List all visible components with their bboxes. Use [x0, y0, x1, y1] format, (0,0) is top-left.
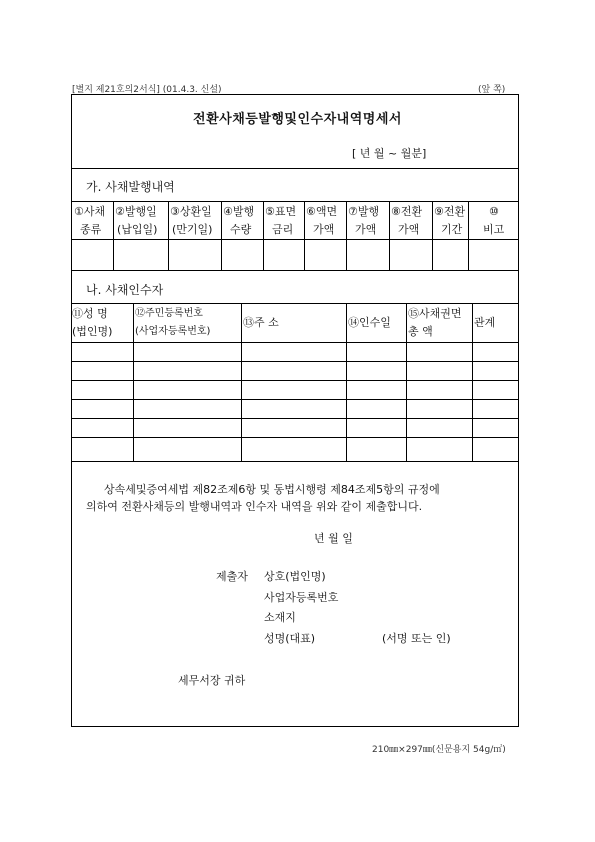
col-b2-l2: (사업자등록번호): [135, 326, 211, 337]
divider: [113, 201, 114, 270]
address-label: 소재지: [264, 611, 296, 624]
col-a2-l2: (납입일): [117, 223, 158, 236]
col-b1-l2: (법인명): [72, 325, 113, 338]
divider: [71, 418, 519, 419]
section-a-heading: 가. 사채발행내역: [86, 180, 175, 194]
col-b3-l1: ⑬주 소: [243, 316, 279, 329]
col-a10-l1: ⑩: [489, 205, 499, 218]
divider: [432, 201, 433, 270]
col-a8-l1: ⑧전환: [391, 205, 423, 218]
divider: [168, 201, 169, 270]
col-a1-l1: ①사채: [74, 205, 106, 218]
col-b2-l1: ⑫주민등록번호: [135, 308, 203, 319]
col-a2-l1: ②발행일: [115, 205, 157, 218]
col-b1-l1: ⑪성 명: [72, 307, 108, 320]
divider: [71, 342, 519, 343]
report-period: [ 년 월 ~ 월분]: [352, 147, 427, 160]
col-b5-l2: 총 액: [408, 325, 433, 338]
col-a6-l2: 가액: [313, 223, 335, 236]
divider: [346, 201, 347, 270]
declaration-date: 년 월 일: [314, 532, 353, 545]
col-a3-l1: ③상환일: [170, 205, 212, 218]
page-side: (앞 쪽): [478, 85, 506, 95]
col-a4-l1: ④발행: [223, 205, 255, 218]
col-a1-l2: 종류: [80, 223, 102, 236]
col-a9-l1: ⑨전환: [434, 205, 466, 218]
recipient: 세무서장 귀하: [178, 674, 246, 687]
form-reference: [별지 제21호의2서식] (01.4.3. 신설): [72, 85, 222, 95]
divider: [71, 437, 519, 438]
divider: [468, 201, 469, 270]
col-a5-l2: 금리: [272, 223, 294, 236]
col-a7-l2: 가액: [355, 223, 377, 236]
col-a3-l2: (만기일): [172, 223, 213, 236]
col-a7-l1: ⑦발행: [348, 205, 380, 218]
col-a9-l2: 기간: [441, 223, 463, 236]
col-a4-l2: 수량: [230, 223, 252, 236]
submitter-label: 제출자: [216, 570, 248, 583]
divider: [71, 270, 519, 271]
divider: [221, 201, 222, 270]
declaration-line-2: 의하여 전환사채등의 발행내역과 인수자 내역을 위와 같이 제출합니다.: [86, 500, 423, 513]
divider: [346, 303, 347, 461]
divider: [304, 201, 305, 270]
divider: [71, 168, 519, 169]
divider: [71, 361, 519, 362]
col-a8-l2: 가액: [398, 223, 420, 236]
divider: [406, 303, 407, 461]
divider: [389, 201, 390, 270]
company-name-label: 상호(법인명): [264, 570, 326, 583]
divider: [71, 461, 519, 462]
section-b-heading: 나. 사채인수자: [86, 283, 164, 297]
divider: [71, 399, 519, 400]
col-b4-l1: ⑭인수일: [348, 316, 391, 329]
divider: [71, 380, 519, 381]
business-number-label: 사업자등록번호: [264, 591, 339, 604]
divider: [133, 303, 134, 461]
col-b6-l1: 관계: [474, 316, 496, 329]
page-title: 전환사채등발행및인수자내역명세서: [193, 112, 402, 127]
col-b5-l1: ⑮사채권면: [408, 307, 462, 320]
col-a5-l1: ⑤표면: [265, 205, 297, 218]
declaration-line-1: 상속세및증여세법 제82조제6항 및 동법시행령 제84조제5항의 규정에: [104, 483, 440, 496]
representative-label: 성명(대표): [264, 632, 316, 645]
col-a10-l2: 비고: [483, 223, 505, 236]
signature-label: (서명 또는 인): [382, 632, 451, 645]
divider: [241, 303, 242, 461]
divider: [263, 201, 264, 270]
divider: [472, 303, 473, 461]
col-a6-l1: ⑥액면: [306, 205, 338, 218]
paper-spec: 210㎜×297㎜(신문용지 54g/㎡): [372, 745, 506, 755]
